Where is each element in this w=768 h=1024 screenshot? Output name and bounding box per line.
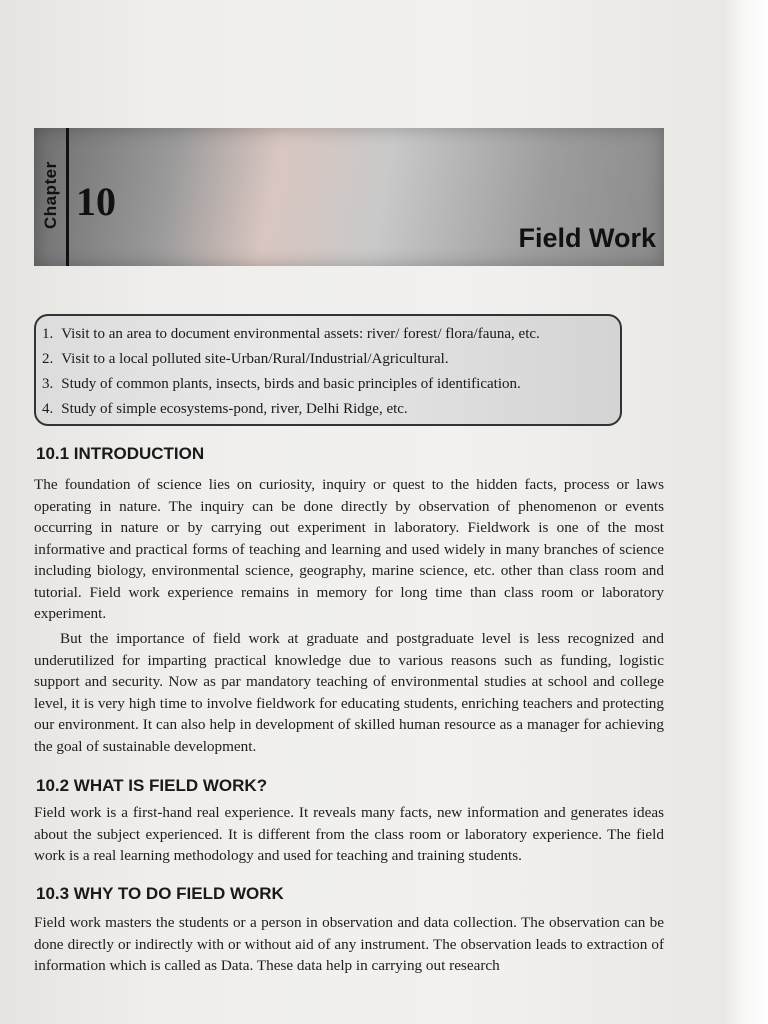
objective-item: 2. Visit to a local polluted site-Urban/Rural/Industrial/Agricultural. [42,351,449,367]
banner-divider [66,128,69,266]
section-heading: 10.2 WHAT IS FIELD WORK? [36,776,268,795]
section-heading: 10.1 INTRODUCTION [36,444,205,463]
paragraph: The foundation of science lies on curiosity, inquiry or quest to the hidden facts, process or laws operating in nature. The inquiry can be done directly by observation of phenomenon or events occurring in nature or by carrying out experiment in laboratory. Fieldwork is one of the most informative and practical forms of teaching and learning and used widely in many branches of science including biology, environmental science, geography, marine science, etc. other than class room and tutorial. Field work experience remains in memory for long time than class room or laboratory experiment. [34,476,664,622]
chapter-label: Chapter [41,161,60,229]
section-heading: 10.3 WHY TO DO FIELD WORK [36,884,284,903]
objective-item: 4. Study of simple ecosystems-pond, river, Delhi Ridge, etc. [42,401,408,417]
objective-item: 1. Visit to an area to document environmental assets: river/ forest/ flora/fauna, etc. [42,326,540,342]
chapter-banner [34,128,664,266]
paragraph: Field work is a first-hand real experience. It reveals many facts, new information and generates ideas about the subject experienced. It is different from the class room or laboratory experience. The field work is a real learning methodology and used for teaching and training students. [34,804,664,864]
objective-item: 3. Study of common plants, insects, birds and basic principles of identification. [42,376,521,392]
paragraph: But the importance of field work at graduate and postgraduate level is less recognized and underutilized for imparting practical knowledge due to various reasons such as funding, logistic support and security. Now as par mandatory teaching of environmental studies at school and college level, it is very high time to involve fieldwork for educating students, enriching teachers and protecting our environment. It can also help in development of skilled human resource as a manager for achieving the goal of sustainable development. [34,630,664,755]
page-edge [726,0,768,1024]
paragraph: Field work masters the students or a person in observation and data collection. The observation can be done directly or indirectly with or without aid of any instrument. The observation leads to extraction of information which is called as Data. These data help in carrying out research [34,914,664,974]
objectives-box [34,314,622,426]
chapter-title: Field Work [518,223,656,253]
chapter-number: 10 [76,179,116,224]
